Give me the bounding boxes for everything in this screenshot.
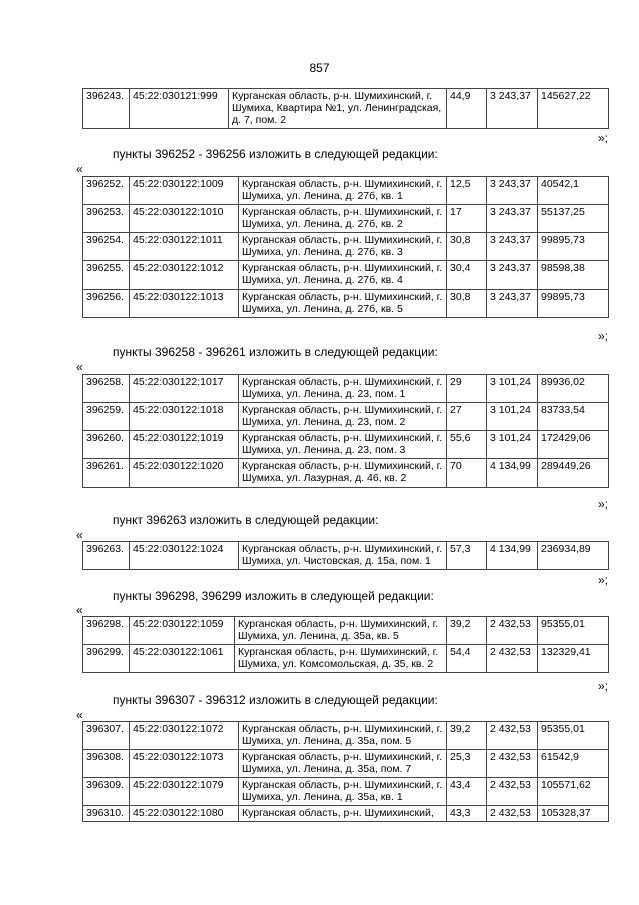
cadastral-value: 61542,9 xyxy=(538,750,609,778)
unit-rate: 3 101,24 xyxy=(487,375,538,403)
area: 29 xyxy=(447,375,487,403)
address: Курганская область, р-н. Шумихинский, г. Шумиха, ул. Ленина, д. 23, пом. 1 xyxy=(239,375,447,403)
table-row xyxy=(83,89,609,129)
cadastral-number: 45:22:030122:1013 xyxy=(130,289,239,317)
area: 39,2 xyxy=(447,617,487,645)
unit-rate: 3 101,24 xyxy=(487,431,538,459)
table-row xyxy=(83,722,609,750)
cadastral-value: 105571,62 xyxy=(538,778,609,806)
address: Курганская область, р-н. Шумихинский, г. Шумиха, ул. Ленина, д. 27б, кв. 1 xyxy=(239,177,447,205)
cadastral-value: 40542,1 xyxy=(538,177,609,205)
item-number: 396259. xyxy=(83,403,130,431)
cadastral-value: 95355,01 xyxy=(538,722,609,750)
cadastral-value: 99895,73 xyxy=(538,289,609,317)
cadastral-value: 236934,89 xyxy=(538,542,609,570)
table-row xyxy=(83,617,609,645)
area: 55,6 xyxy=(447,431,487,459)
address: Курганская область, р-н. Шумихинский, г. Шумиха, ул. Ленина, д. 35а, кв. 5 xyxy=(235,617,447,645)
address: Курганская область, р-н. Шумихинский, г. Шумиха, ул. Ленина, д. 23, пом. 3 xyxy=(239,431,447,459)
unit-rate: 3 243,37 xyxy=(487,261,538,289)
unit-rate: 2 432,53 xyxy=(487,722,538,750)
unit-rate: 2 432,53 xyxy=(487,750,538,778)
table-row xyxy=(83,375,609,403)
address: Курганская область, р-н. Шумихинский, г. Шумиха, ул. Ленина, д. 27б, кв. 3 xyxy=(239,233,447,261)
property-table xyxy=(82,721,609,822)
property-table xyxy=(82,176,609,318)
cadastral-number: 45:22:030121:999 xyxy=(130,89,229,129)
cadastral-value: 289449,26 xyxy=(538,459,609,487)
cadastral-value: 172429,06 xyxy=(538,431,609,459)
area: 43,3 xyxy=(447,806,487,822)
unit-rate: 3 243,37 xyxy=(487,289,538,317)
unit-rate: 3 243,37 xyxy=(487,205,538,233)
unit-rate: 3 101,24 xyxy=(487,403,538,431)
table-row xyxy=(83,806,609,822)
cadastral-value: 145627,22 xyxy=(538,89,609,129)
item-number: 396260. xyxy=(83,431,130,459)
amendment-instruction: пункты 396298, 396299 изложить в следующей редакции: xyxy=(113,589,434,603)
item-number: 396243. xyxy=(83,89,130,129)
address: Курганская область, р-н. Шумихинский, г. Шумиха, ул. Ленина, д. 35а, кв. 1 xyxy=(239,778,447,806)
area: 30,8 xyxy=(447,233,487,261)
area: 54,4 xyxy=(447,645,487,673)
amendment-instruction: пункты 396252 - 396256 изложить в следующей редакции: xyxy=(113,147,438,161)
closing-quote: »; xyxy=(598,573,609,587)
area: 57,3 xyxy=(447,542,487,570)
item-number: 396255. xyxy=(83,261,130,289)
area: 30,4 xyxy=(447,261,487,289)
cadastral-value: 105328,37 xyxy=(538,806,609,822)
cadastral-value: 99895,73 xyxy=(538,233,609,261)
cadastral-number: 45:22:030122:1012 xyxy=(130,261,239,289)
area: 30,8 xyxy=(447,289,487,317)
address: Курганская область, р-н. Шумихинский, г. Шумиха, ул. Ленина, д. 27б, кв. 2 xyxy=(239,205,447,233)
item-number: 396309. xyxy=(83,778,130,806)
table-row xyxy=(83,431,609,459)
unit-rate: 3 243,37 xyxy=(487,233,538,261)
property-table xyxy=(82,616,609,673)
address: Курганская область, р-н. Шумихинский, г. Шумиха, ул. Комсомольская, д. 35, кв. 2 xyxy=(235,645,447,673)
unit-rate: 2 432,53 xyxy=(487,806,538,822)
cadastral-number: 45:22:030122:1011 xyxy=(130,233,239,261)
cadastral-number: 45:22:030122:1061 xyxy=(130,645,235,673)
cadastral-number: 45:22:030122:1020 xyxy=(130,459,239,487)
opening-quote: « xyxy=(76,360,83,374)
item-number: 396253. xyxy=(83,205,130,233)
item-number: 396308. xyxy=(83,750,130,778)
opening-quote: « xyxy=(76,528,83,542)
address: Курганская область, р-н. Шумихинский, г. Шумиха, ул. Ленина, д. 27б, кв. 5 xyxy=(239,289,447,317)
opening-quote: « xyxy=(76,603,83,617)
table-row xyxy=(83,778,609,806)
item-number: 396261. xyxy=(83,459,130,487)
item-number: 396252. xyxy=(83,177,130,205)
table-row xyxy=(83,459,609,487)
cadastral-value: 89936,02 xyxy=(538,375,609,403)
opening-quote: « xyxy=(76,708,83,722)
item-number: 396256. xyxy=(83,289,130,317)
address: Курганская область, р-н. Шумихинский, г. Шумиха, ул. Ленина, д. 27б, кв. 4 xyxy=(239,261,447,289)
cadastral-number: 45:22:030122:1018 xyxy=(130,403,239,431)
table-row xyxy=(83,233,609,261)
area: 39,2 xyxy=(447,722,487,750)
table-row xyxy=(83,403,609,431)
amendment-instruction: пункты 396258 - 396261 изложить в следующей редакции: xyxy=(113,345,438,359)
table-row xyxy=(83,289,609,317)
table-row xyxy=(83,645,609,673)
amendment-instruction: пункт 396263 изложить в следующей редакции: xyxy=(113,513,379,527)
area: 12,5 xyxy=(447,177,487,205)
closing-quote: »; xyxy=(598,329,609,343)
area: 27 xyxy=(447,403,487,431)
cadastral-number: 45:22:030122:1073 xyxy=(130,750,239,778)
unit-rate: 3 243,37 xyxy=(487,177,538,205)
table-row xyxy=(83,205,609,233)
unit-rate: 4 134,99 xyxy=(487,459,538,487)
cadastral-number: 45:22:030122:1019 xyxy=(130,431,239,459)
item-number: 396299. xyxy=(83,645,130,673)
opening-quote: « xyxy=(76,162,83,176)
cadastral-number: 45:22:030122:1017 xyxy=(130,375,239,403)
area: 44,9 xyxy=(447,89,487,129)
page-number: 857 xyxy=(309,61,330,75)
cadastral-number: 45:22:030122:1059 xyxy=(130,617,235,645)
unit-rate: 2 432,53 xyxy=(487,617,538,645)
address: Курганская область, р-н. Шумихинский, г. Шумиха, ул. Чистовская, д. 15а, пом. 1 xyxy=(239,542,447,570)
area: 17 xyxy=(447,205,487,233)
area: 43,4 xyxy=(447,778,487,806)
address: Курганская область, р-н. Шумихинский, г. Шумиха, ул. Ленина, д. 35а, пом. 5 xyxy=(239,722,447,750)
address: Курганская область, р-н. Шумихинский, г. Шумиха, ул. Лазурная, д. 46, кв. 2 xyxy=(239,459,447,487)
cadastral-number: 45:22:030122:1079 xyxy=(130,778,239,806)
cadastral-number: 45:22:030122:1009 xyxy=(130,177,239,205)
item-number: 396307. xyxy=(83,722,130,750)
amendment-instruction: пункты 396307 - 396312 изложить в следующей редакции: xyxy=(113,693,438,707)
address: Курганская область, р-н. Шумихинский, г. Шумиха, ул. Ленина, д. 35а, пом. 7 xyxy=(239,750,447,778)
cadastral-value: 132329,41 xyxy=(538,645,609,673)
address: Курганская область, р-н. Шумихинский, г. Шумиха, Квартира №1, ул. Ленинградская, д. 7, пом. 2 xyxy=(229,89,447,129)
item-number: 396263. xyxy=(83,542,130,570)
area: 25,3 xyxy=(447,750,487,778)
unit-rate: 3 243,37 xyxy=(487,89,538,129)
closing-quote: »; xyxy=(598,497,609,511)
unit-rate: 2 432,53 xyxy=(487,645,538,673)
table-row xyxy=(83,261,609,289)
unit-rate: 2 432,53 xyxy=(487,778,538,806)
address: Курганская область, р-н. Шумихинский, г. Шумиха, ул. Ленина, д. 23, пом. 2 xyxy=(239,403,447,431)
cadastral-value: 83733,54 xyxy=(538,403,609,431)
item-number: 396258. xyxy=(83,375,130,403)
cadastral-value: 98598,38 xyxy=(538,261,609,289)
item-number: 396310. xyxy=(83,806,130,822)
cadastral-number: 45:22:030122:1024 xyxy=(130,542,239,570)
cadastral-value: 55137,25 xyxy=(538,205,609,233)
cadastral-number: 45:22:030122:1072 xyxy=(130,722,239,750)
table-row xyxy=(83,750,609,778)
property-table xyxy=(82,374,609,488)
table-row xyxy=(83,542,609,570)
table-row xyxy=(83,177,609,205)
property-table xyxy=(82,541,609,570)
area: 70 xyxy=(447,459,487,487)
cadastral-number: 45:22:030122:1080 xyxy=(130,806,239,822)
cadastral-number: 45:22:030122:1010 xyxy=(130,205,239,233)
unit-rate: 4 134,99 xyxy=(487,542,538,570)
closing-quote: »; xyxy=(598,131,609,145)
address: Курганская область, р-н. Шумихинский, xyxy=(239,806,447,822)
property-table xyxy=(82,88,609,129)
closing-quote: »; xyxy=(598,679,609,693)
item-number: 396254. xyxy=(83,233,130,261)
cadastral-value: 95355,01 xyxy=(538,617,609,645)
item-number: 396298. xyxy=(83,617,130,645)
